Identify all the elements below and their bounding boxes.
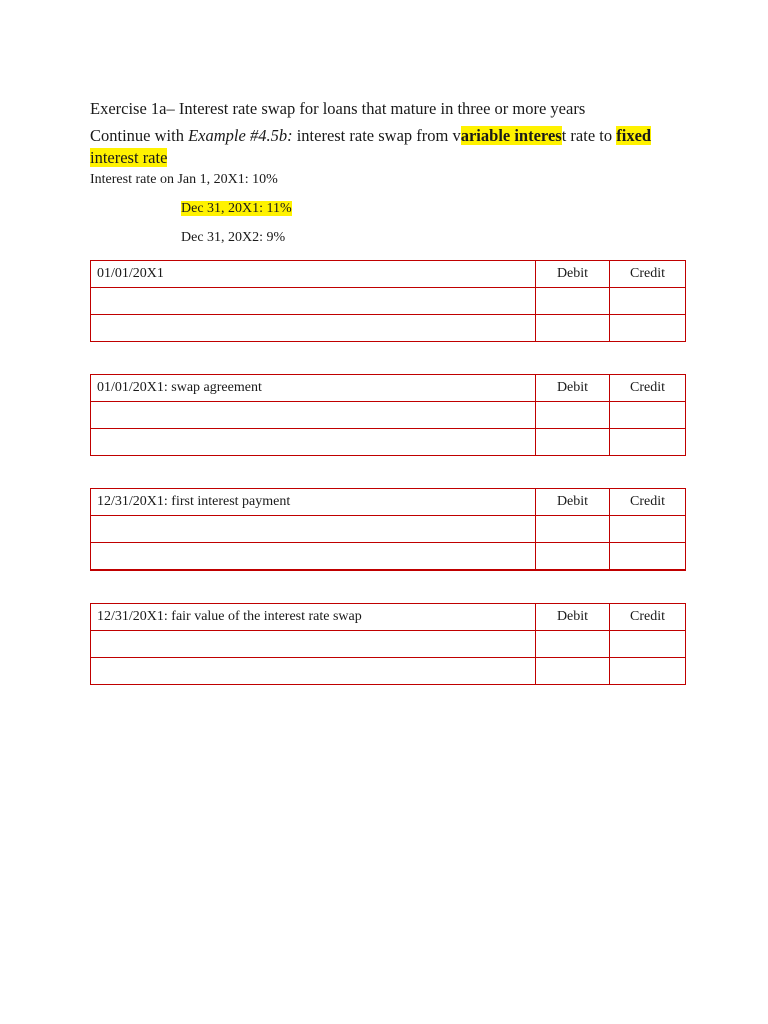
table-row [91, 658, 686, 685]
journal-entry-title: 01/01/20X1 [91, 261, 536, 288]
table-header-row [91, 375, 686, 402]
exercise-heading: Exercise 1a– Interest rate swap for loans that mature in three or more years [90, 99, 586, 118]
account-cell[interactable] [91, 543, 536, 570]
table-row [91, 516, 686, 543]
account-cell[interactable] [91, 402, 536, 429]
credit-cell[interactable] [610, 543, 686, 570]
rate-dec-31-x1-highlight: Dec 31, 20X1: 11% [181, 201, 292, 216]
swap-text-1: interest rate swap from v [292, 126, 461, 145]
credit-cell[interactable] [610, 631, 686, 658]
journal-table-fair-value [90, 603, 686, 685]
table-row [91, 429, 686, 456]
fixed-highlight: fixed [616, 126, 652, 145]
exercise-instructions [90, 126, 651, 146]
credit-header: Credit [610, 375, 686, 402]
account-cell[interactable] [91, 288, 536, 315]
journal-table-first-interest-payment [90, 488, 686, 571]
journal-table-swap-agreement [90, 374, 686, 456]
variable-highlight: ariable interes [460, 126, 562, 145]
swap-text-2: t rate to [561, 126, 617, 145]
table-row [91, 402, 686, 429]
account-cell[interactable] [91, 315, 536, 342]
debit-header: Debit [536, 375, 610, 402]
credit-header: Credit [610, 604, 686, 631]
account-cell[interactable] [91, 631, 536, 658]
credit-cell[interactable] [610, 658, 686, 685]
credit-cell[interactable] [610, 429, 686, 456]
interest-rate-highlight: interest rate [90, 148, 168, 167]
debit-header: Debit [536, 489, 610, 516]
account-cell[interactable] [91, 516, 536, 543]
rate-dec-31-x2: Dec 31, 20X2: 9% [181, 230, 286, 245]
rate-jan-1: Interest rate on Jan 1, 20X1: 10% [90, 172, 278, 187]
debit-cell[interactable] [536, 631, 610, 658]
table-header-row [91, 261, 686, 288]
debit-cell[interactable] [536, 429, 610, 456]
debit-header: Debit [536, 604, 610, 631]
credit-cell[interactable] [610, 315, 686, 342]
debit-header: Debit [536, 261, 610, 288]
credit-header: Credit [610, 489, 686, 516]
table-header-row [91, 604, 686, 631]
table-header-row [91, 489, 686, 516]
credit-header: Credit [610, 261, 686, 288]
debit-cell[interactable] [536, 315, 610, 342]
debit-cell[interactable] [536, 288, 610, 315]
journal-entry-title: 01/01/20X1: swap agreement [91, 375, 536, 402]
credit-cell[interactable] [610, 402, 686, 429]
journal-table-jan-1 [90, 260, 686, 342]
table-row [91, 543, 686, 570]
account-cell[interactable] [91, 429, 536, 456]
credit-cell[interactable] [610, 516, 686, 543]
interest-rate-continuation [90, 148, 167, 168]
rate-dec-31-x1 [181, 201, 292, 217]
debit-cell[interactable] [536, 516, 610, 543]
table-row [91, 315, 686, 342]
table-row [91, 288, 686, 315]
continue-prefix: Continue with [90, 126, 189, 145]
journal-entry-title: 12/31/20X1: fair value of the interest rate swap [91, 604, 536, 631]
account-cell[interactable] [91, 658, 536, 685]
debit-cell[interactable] [536, 658, 610, 685]
table-row [91, 631, 686, 658]
example-reference: Example #4.5b: [188, 126, 293, 145]
credit-cell[interactable] [610, 288, 686, 315]
journal-entry-title: 12/31/20X1: first interest payment [91, 489, 536, 516]
debit-cell[interactable] [536, 543, 610, 570]
debit-cell[interactable] [536, 402, 610, 429]
